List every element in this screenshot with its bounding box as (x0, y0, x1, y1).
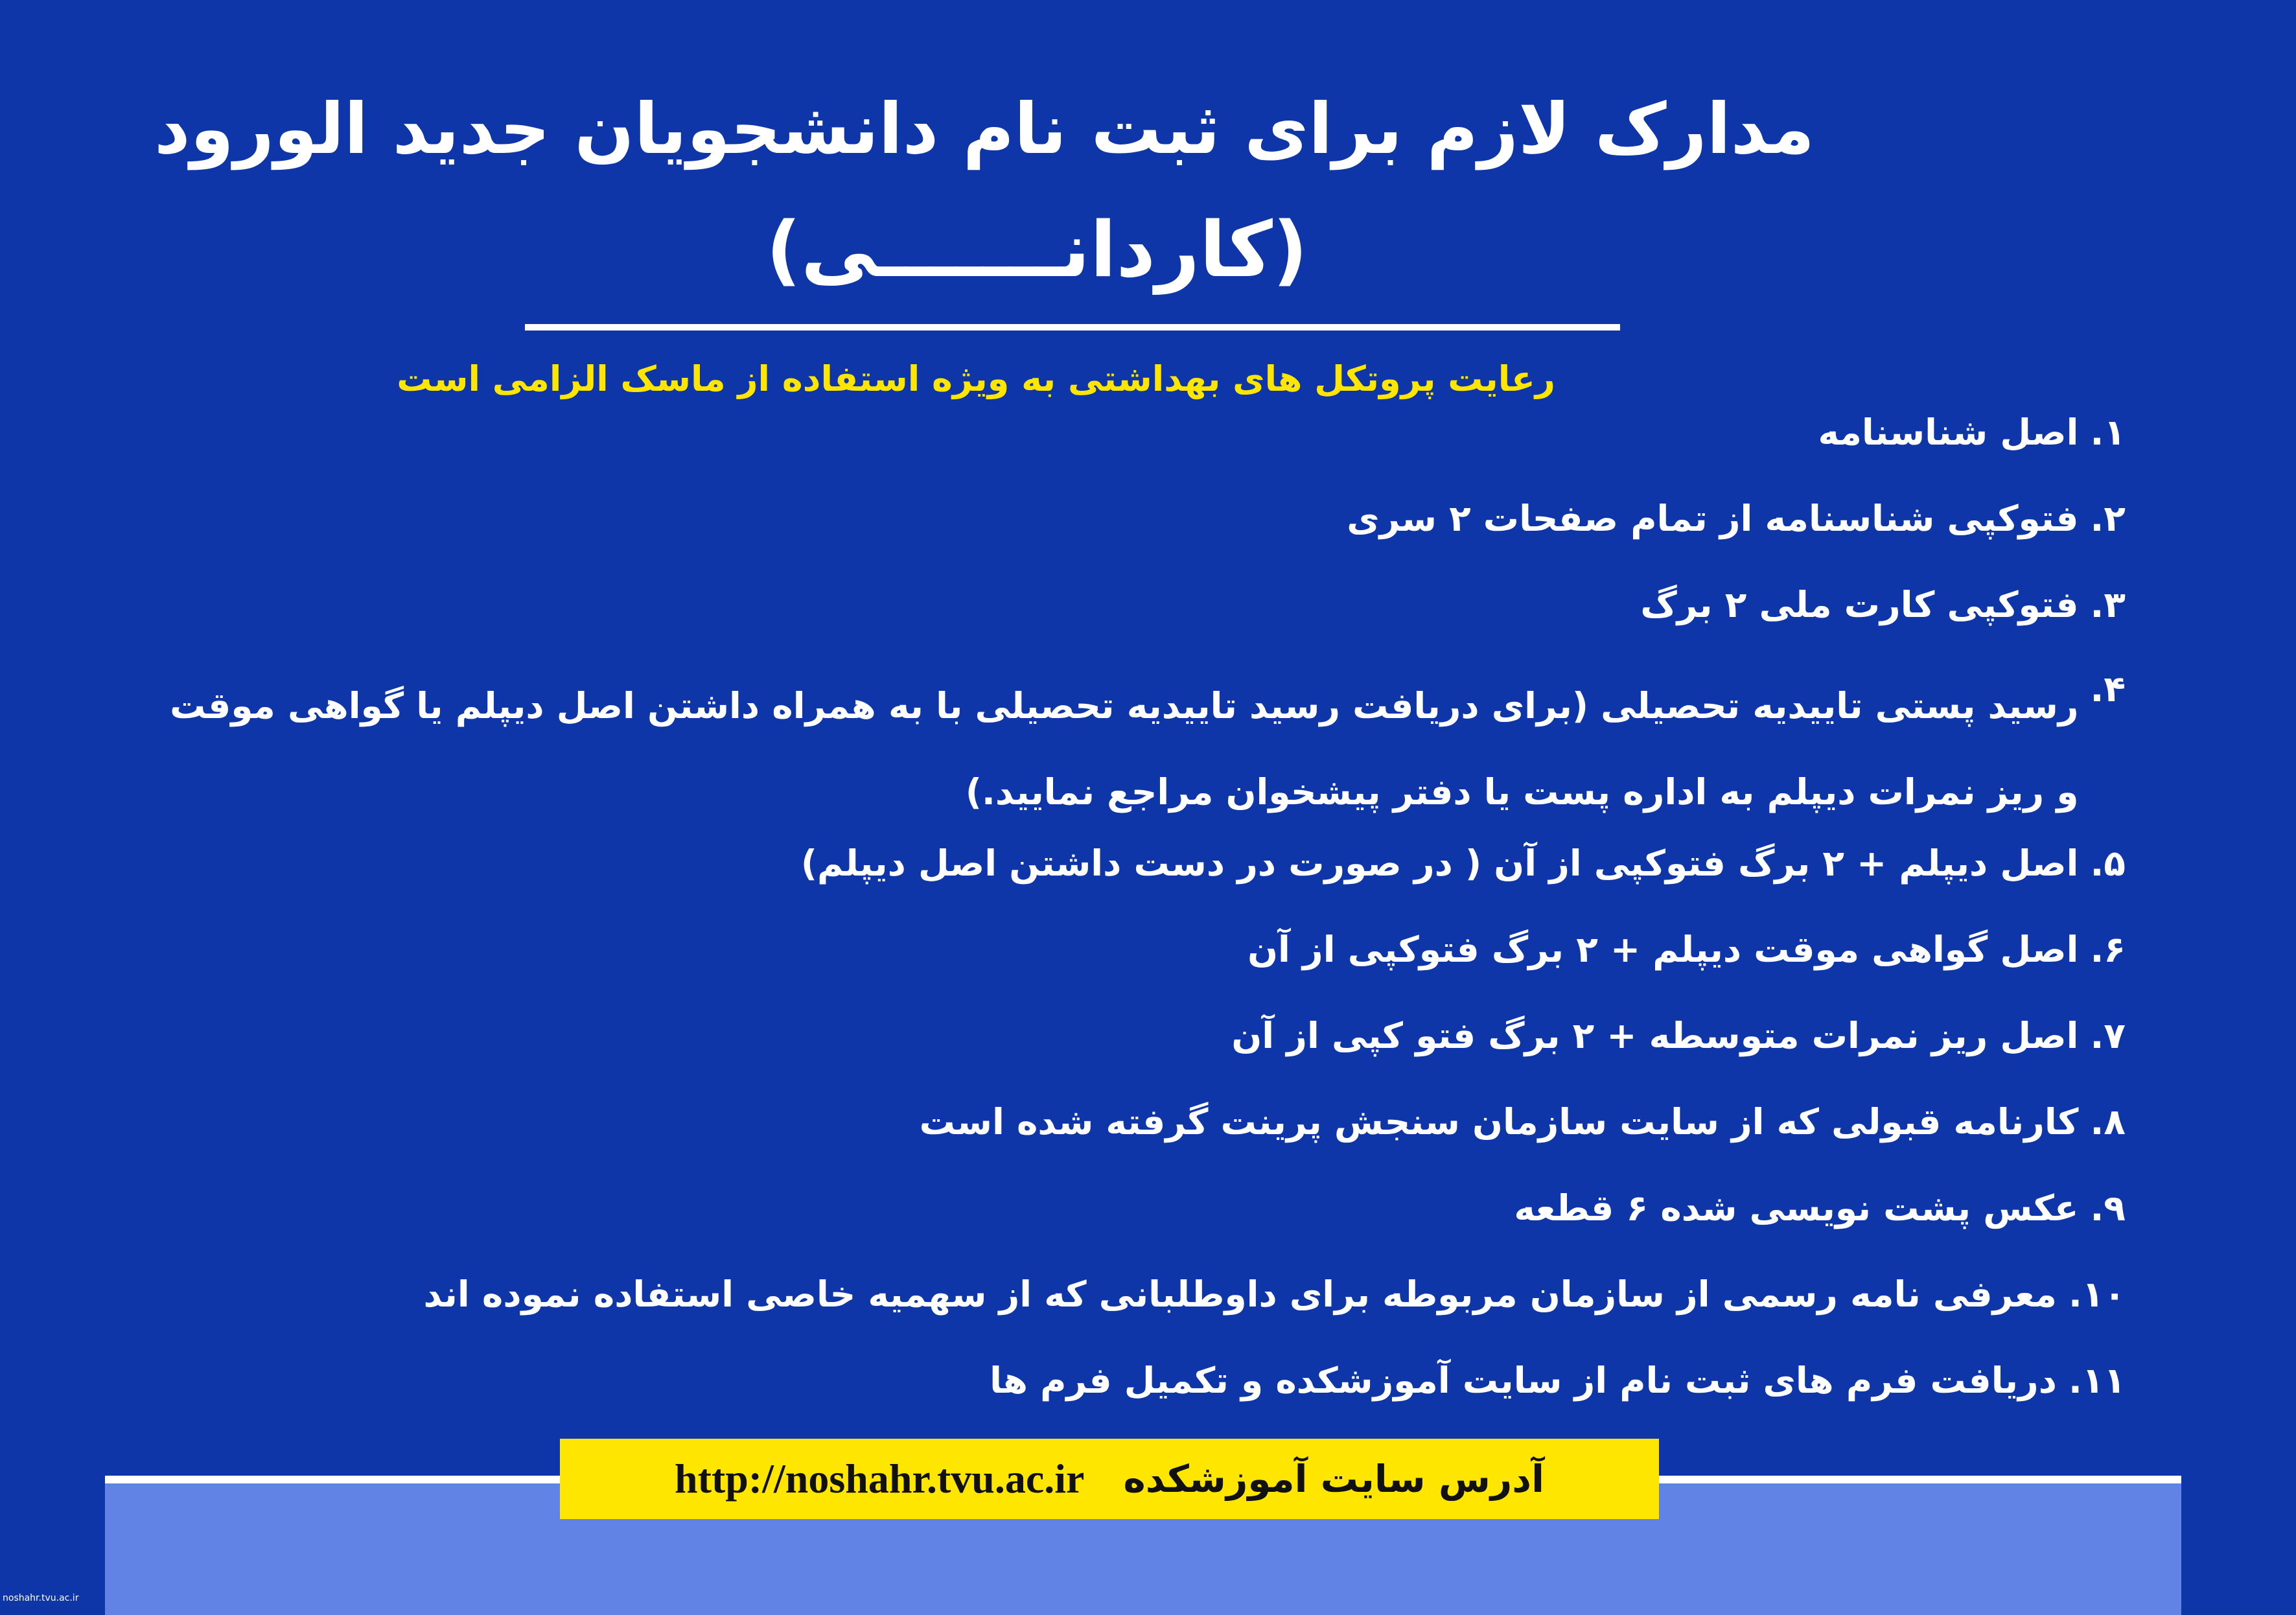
title-divider (525, 324, 1620, 331)
list-item-text: اصل دیپلم + ۲ برگ فتوکپی از آن ( در صورت در دست داشتن اصل دیپلم) (800, 842, 2079, 884)
list-item (149, 1078, 2126, 1165)
list-item (149, 389, 2126, 475)
list-item-text: اصل شناسنامه (1818, 411, 2079, 453)
list-item (149, 475, 2126, 561)
required-documents-list (149, 389, 2126, 1423)
page-subtitle: (کاردانـــــــی) (766, 205, 1308, 294)
list-item-number: ۹. (2090, 1187, 2126, 1229)
list-item-text: اصل ریز نمرات متوسطه + ۲ برگ فتو کپی از آن (1231, 1014, 2079, 1056)
list-item (149, 1337, 2126, 1423)
health-protocol-notice: رعایت پروتکل های بهداشتی به ویژه استفاده از ماسک الزامی است (397, 358, 1555, 399)
list-item-number: ۶. (2090, 928, 2126, 970)
list-item (149, 1251, 2126, 1337)
list-item-number: ۱. (2090, 411, 2126, 453)
list-item (149, 906, 2126, 992)
list-item-number: ۵. (2090, 842, 2126, 884)
list-item-text: معرفی نامه رسمی از سازمان مربوطه برای داوطلبانی که از سهمیه خاصی استفاده نموده اند (423, 1273, 2057, 1315)
list-item (149, 1165, 2126, 1251)
list-item-text: اصل گواهی موقت دیپلم + ۲ برگ فتوکپی از آن (1247, 928, 2079, 970)
website-link[interactable]: http://noshahr.tvu.ac.ir (675, 1456, 1085, 1502)
list-item-text: کارنامه قبولی که از سایت سازمان سنجش پرینت گرفته شده است (919, 1100, 2079, 1143)
list-item (149, 561, 2126, 647)
list-item-number: ۳. (2090, 583, 2126, 625)
corner-watermark: noshahr.tvu.ac.ir (3, 1593, 79, 1603)
list-item-number: ۱۰. (2068, 1273, 2126, 1315)
list-item-text: فتوکپی کارت ملی ۲ برگ (1640, 583, 2079, 625)
list-item-number: ۸. (2090, 1100, 2126, 1143)
list-item-number: ۲. (2090, 497, 2126, 539)
address-label: آدرس سایت آموزشکده (1123, 1457, 1544, 1501)
list-item-number: ۷. (2090, 1014, 2126, 1056)
list-item (149, 992, 2126, 1078)
list-item-number: ۴. (2090, 668, 2126, 710)
list-item (149, 647, 2126, 820)
list-item-text: فتوکپی شناسنامه از تمام صفحات ۲ سری (1347, 497, 2079, 539)
list-item-text: دریافت فرم های ثبت نام از سایت آموزشکده و تکمیل فرم ها (990, 1359, 2057, 1401)
website-address-box (560, 1439, 1659, 1519)
list-item-number: ۱۱. (2068, 1359, 2126, 1401)
page-title: مدارک لازم برای ثبت نام دانشجویان جدید الورود (154, 89, 1815, 170)
list-item-text: رسید پستی تاییدیه تحصیلی (برای دریافت رسید تاییدیه تحصیلی با به همراه داشتن اصل دیپلم یا گواهی موقت و ریز نمرات دیپلم به اداره پست یا دفتر پیشخوان مراجع نمایید.) (170, 685, 2079, 813)
list-item-text: عکس پشت نویسی شده ۶ قطعه (1514, 1187, 2079, 1229)
